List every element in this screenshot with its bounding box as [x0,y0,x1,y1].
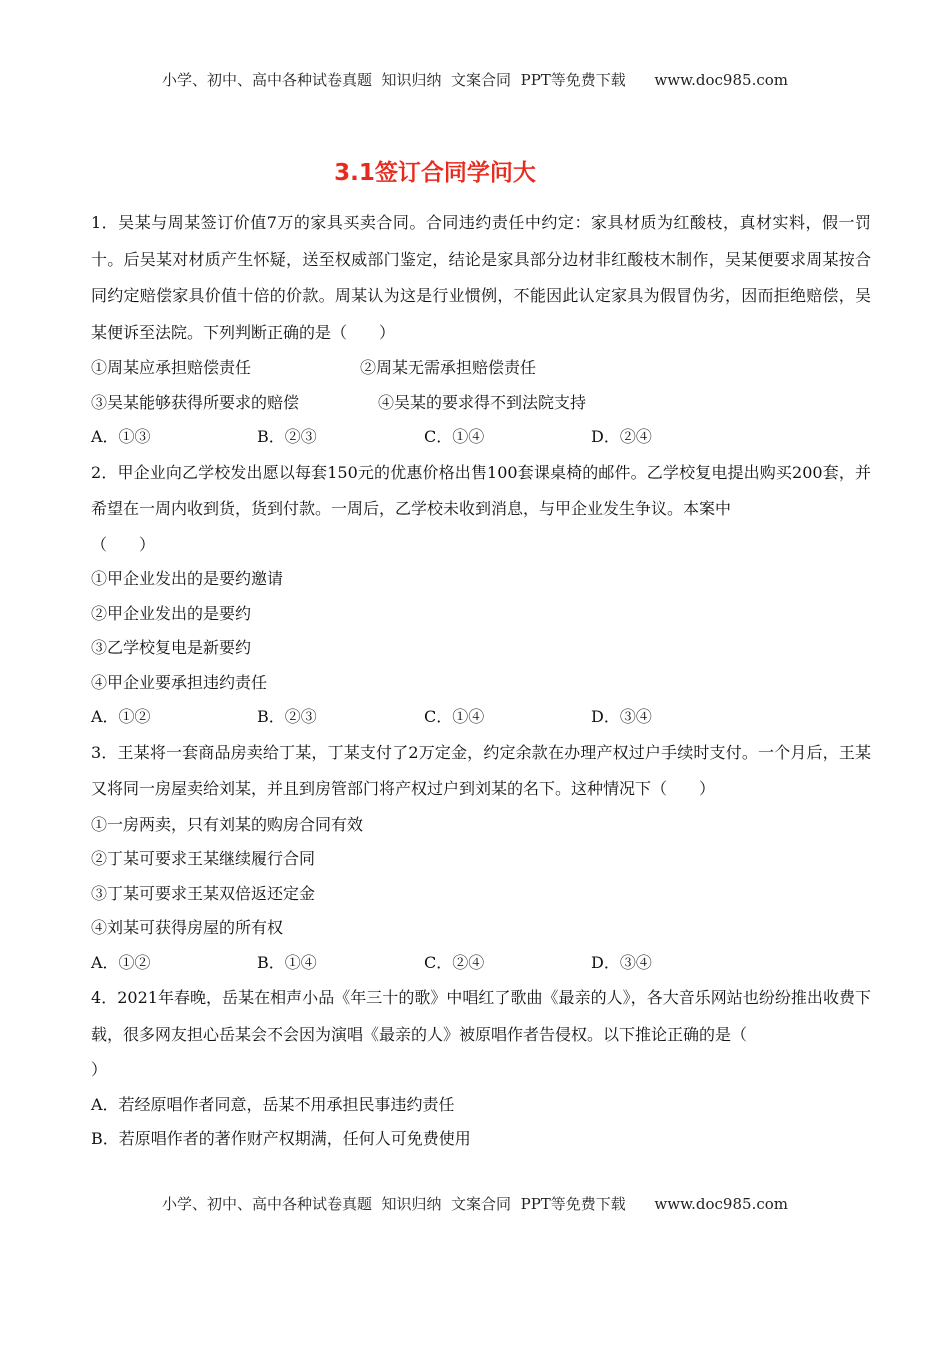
option-d: D．②④ [591,427,652,446]
question-stem: 3．王某将一套商品房卖给丁某，丁某支付了2万定金，约定余款在办理产权过户手续时支付。一个月后，王某又将同一房屋卖给刘某，并且到房管部门将产权过户到刘某的名下。这种情况下（ ） [91,742,871,798]
statement-item: ①周某应承担赔偿责任 [91,358,252,377]
statement-item: ④刘某可获得房屋的所有权 [91,918,284,937]
option-a: A．①② [91,952,151,972]
question-4 [91,980,871,1157]
option-b: B．②③ [257,707,317,726]
option-a: A．若经原唱作者同意，岳某不用承担民事违约责任 [91,1094,455,1114]
option-b: B．②③ [257,427,317,446]
statement-item: ①甲企业发出的是要约邀请 [91,569,284,588]
statement-item: ①一房两卖，只有刘某的购房合同有效 [91,814,364,834]
statement-item: ④吴某的要求得不到法院支持 [378,392,587,412]
option-a: A．①② [91,707,151,726]
answer-options [91,700,871,735]
option-b: B．若原唱作者的著作财产权期满，任何人可免费使用 [91,1129,471,1148]
question-1 [91,205,871,455]
page-footer: 小学、初中、高中各种试卷真题 知识归纳 文案合同 PPT等免费下载 www.doc985.com [161,1195,788,1213]
statement-item: ③吴某能够获得所要求的赔偿 [91,392,300,412]
statement-item: ④甲企业要承担违约责任 [91,672,268,692]
question-stem: 1．吴某与周某签订价值7万的家具买卖合同。合同违约责任中约定：家具材质为红酸枝，真材实料，假一罚十。后吴某对材质产生怀疑，送至权威部门鉴定，结论是家具部分边材非红酸枝木制作，吴某便要求周某按合同约定赔偿家具价值十倍的价款。周某认为这是行业惯例，不能因此认定家具为假冒伪劣，因而拒绝赔偿，吴某便诉至法院。下列判断正确的是（ ） [91,213,871,342]
statement-item: ②周某无需承担赔偿责任 [360,358,537,377]
option-d: D．③④ [591,707,652,726]
statement-item: ③丁某可要求王某双倍返还定金 [91,883,316,903]
option-b: B．①④ [257,952,317,972]
answer-parenthesis: ） [91,1060,108,1079]
statement-item: ②丁某可要求王某继续履行合同 [91,849,316,868]
answer-options [91,946,871,981]
statement-row [91,351,871,386]
option-c: C．①④ [424,427,485,446]
question-2 [91,455,871,735]
option-c: C．②④ [424,952,485,972]
option-c: C．①④ [424,707,485,726]
statement-row [91,386,871,421]
question-stem: 4．2021年春晚，岳某在相声小品《年三十的歌》中唱红了歌曲《最亲的人》，各大音乐网站也纷纷推出收费下载，很多网友担心岳某会不会因为演唱《最亲的人》被原唱作者告侵权。以下推论正确的是（ [91,988,871,1044]
question-stem: 2．甲企业向乙学校发出愿以每套150元的优惠价格出售100套课桌椅的邮件。乙学校复电提出购买200套，并希望在一周内收到货，货到付款。一周后，乙学校未收到消息，与甲企业发生争议。本案中 [91,462,871,518]
question-list [91,205,871,1157]
option-d: D．③④ [591,952,652,972]
option-a: A．①③ [91,427,151,446]
question-3 [91,735,871,981]
answer-parenthesis: （ ） [91,534,156,554]
page-title: 3.1签订合同学问大 [334,160,536,186]
answer-options [91,420,871,455]
statement-item: ②甲企业发出的是要约 [91,603,252,623]
page-header: 小学、初中、高中各种试卷真题 知识归纳 文案合同 PPT等免费下载 www.doc985.com [161,71,788,89]
statement-item: ③乙学校复电是新要约 [91,638,252,657]
